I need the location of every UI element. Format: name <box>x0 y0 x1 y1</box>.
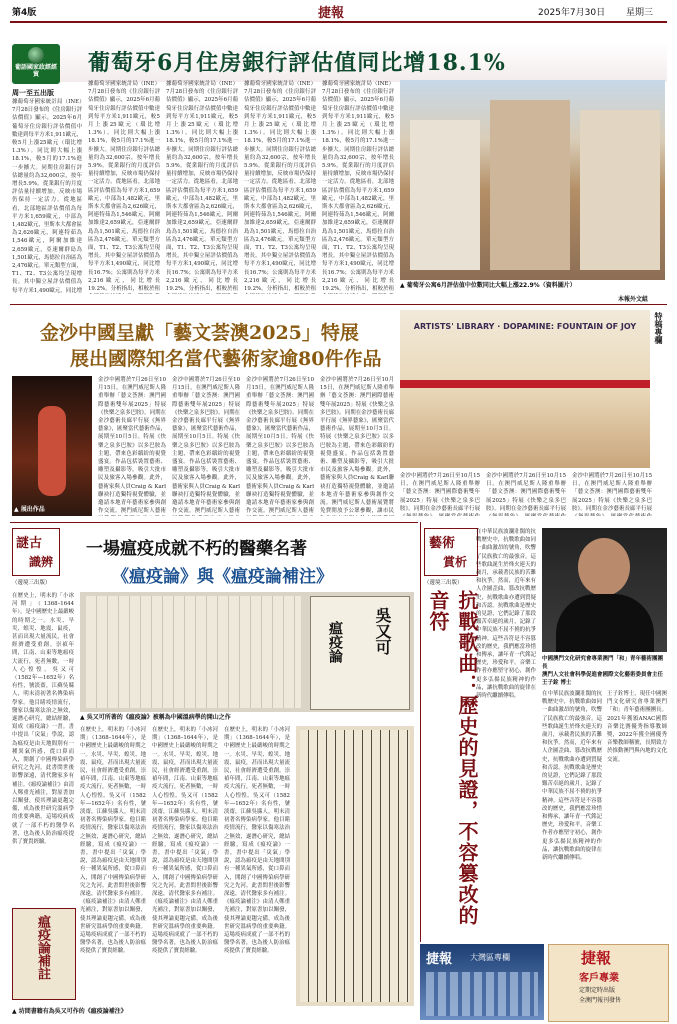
feature-vertical-tag: 特稿專欄 <box>654 312 664 344</box>
art-byline: （邊境三出版） <box>424 580 463 586</box>
feature-banner-text: ARTISTS' LIBRARY · DOPAMINE: FOUNTAIN OF JOY <box>413 322 637 331</box>
history-book-photo <box>80 592 414 712</box>
column-tag-text: 葡語國家政經經貿 <box>14 64 57 78</box>
history-column-tag <box>12 528 60 576</box>
section-rule-2 <box>10 522 418 523</box>
history-body-3: 在歷史上，明末的「小冰河期」（1368–1644年），是中國歷史上最嚴峻的時期之一。水災、旱災、蝗災、地震、鼠疫，甚而出現大量流民，社會經濟遭受重創。崇禎年間，江南、山東等地瘟疫大流行，死者無數，一時人心惶惶。吳又可（1582年—1652年）名有性，號淡齋，江蘇吳縣人，明末清初著名傳染病學家。他目睹疫情流行，醫家以傷寒法治之無效，遂潛心研究，總結經驗，寫成《瘟疫論》一書。書中提出「戾氣」學說，認為瘟疫是由天地間別有一種異氣所感，從口鼻而入，開創了中國傳染病學研究之先河。此書問世後影響深遠，清代醫家多有補注。《瘟疫論補注》由清人鄭重光補注，對原書加以闡發，使其理論更趨完備，成為後世研究溫病學的重要典籍。這場疫病成就了一部不朽的醫學名著，也為後人防治瘟疫提供了寶貴經驗。 <box>152 727 218 955</box>
art-body-3: 在中華民族波瀾壯闊的抗戰歷史中，抗戰歌曲如同一曲曲激昂的號角，吹響了民族救亡的最強音。這些歌曲誕生於烽火連天的歲月，承載著民族的苦難和抗爭。然而，近年來有人企圖歪曲、篡改抗戰歷史，抗戰歌曲亦遭到質疑和否認。抗戰歌曲是歷史的見證，它們記錄了那段艱苦卓絕的歲月，記錄了中華民族不屈不撓的抗爭精神。這些音符是不容篡改的歷史，我們應當珍惜和傳承，讓年青一代銘記歷史，珍愛和平。音樂工作者亦應堅守初心，創作更多弘揚民族精神的作品，讓抗戰歌曲的旋律在新時代繼續傳唱。 <box>542 691 602 862</box>
top-story-body-3: 據葡萄牙國家統計局（INE）7月28日發布的《住房銀行評估價值》顯示，2025年6月葡萄牙住房銀行評估價值中數達到每平方米1,911歐元，較5月上漲25歐元（環比增1.3%）。同比則大幅上漲18.1%，較5月的17.1%進一步擴大。同期住房銀行評估總量約為32,600宗，按年增長5.9%。從業銀行的月度評估量持續增加，反映市場仍保持一定活力。從地區看，北部地區評估價值為每平方米1,659歐元，中部為1,482歐元，里斯本大都會區為2,626歐元，阿連特茹為1,546歐元，阿爾加維達2,659歐元，亞速爾群島為1,501歐元，馬德拉自治區為2,476歐元。單元類型方面，T1、T2、T3公寓均呈現增長。其中獨立屋評估價值為每平方米1,490歐元，同比增長16.7%；公寓則為每平方米2,216歐元，同比增長19.2%。分析指出，相較於租 <box>166 81 238 293</box>
promo-left-subtitle: 大灣區專欄 <box>470 953 510 962</box>
art-vertical-headline: 抗戰歌曲：歷史的見證，不容篡改的音符 <box>426 590 479 926</box>
feature-body-6: 金沙中國將於7月26日至10月15日，在澳門威尼斯人隆重舉辦「藝文荟澳：澳門國際藝術雙年展2025」特展《快樂之泉多巴胺》。同期在金沙藝術長廊平行展 <box>486 473 566 512</box>
promo-right-line3: 全澳門報刊發售 <box>579 997 622 1004</box>
history-body-4: 在歷史上，明末的「小冰河期」（1368–1644年），是中國歷史上最嚴峻的時期之一。水災、旱災、蝗災、地震、鼠疫，甚而出現大量流民，社會經濟遭受重創。崇禎年間，江南、山東等地瘟疫大流行，死者無數，一時人心惶惶。吳又可（1582年—1652年）名有性，號淡齋，江蘇吳縣人，明末清初著名傳染病學家。他目睹疫情流行，醫家以傷寒法治之無效，遂潛心研究，總結經驗，寫成《瘟疫論》一書。書中提出「戾氣」學說，認為瘟疫是由天地間別有一種異氣所感，從口鼻而入，開創了中國傳染病學研究之先河。此書問世後影響深遠，清代醫家多有補注。《瘟疫論補注》由清人鄭重光補注，對原書加以闡發，使其理論更趨完備，成為後世研究溫病學的重要典籍。這場疫病成就了一部不朽的醫學名著，也為後人防治瘟疫提供了寶貴經驗。 <box>224 727 290 955</box>
promo-left-title: 捷報 <box>426 952 453 967</box>
history-headline-line2: 《瘟疫論》與《瘟疫論補注》 <box>112 567 333 587</box>
promo-left <box>420 944 544 1020</box>
promo-right-badge: 捷報 <box>581 949 612 967</box>
art-portrait-photo <box>542 528 667 652</box>
feature-photo-ribbon <box>400 310 650 468</box>
feature-body-5: 金沙中國將於7月26日至10月15日，在澳門威尼斯人隆重舉辦「藝文荟澳：澳門國際藝術雙年展2025」特展《快樂之泉多巴胺》。同期在金沙藝術長廊平行展 <box>400 473 480 512</box>
feature-body-4: 金沙中國將於7月26日至10月15日，在澳門威尼斯人隆重舉辦「藝文荟澳：澳門國際藝術雙年展2025」特展《快樂之泉多巴胺》。同期在金沙藝術長廊平行展《無界藝象》，匯聚當代藝術作品，展期至10月5日。特展《快樂之泉多巴胺》以多巴胺為主題，帶來色彩繽紛的視覺盛宴。作品包括裝置藝術、雕塑及攝影等，吸引大批市民及旅客入場參觀。此外，藝術家與人員Craig & Karl聯袂打造獨特視覺體驗，並邀請本地青年藝術家參與創作交流。澳門威尼斯人藝術展覽將免費開放予公眾參觀，讓市民 <box>320 377 394 515</box>
weekday: 星期三 <box>626 8 654 18</box>
history-byline: （邊境三出版） <box>12 580 51 586</box>
section-rule-1 <box>10 304 667 305</box>
feature-body-1: 金沙中國將於7月26日至10月15日，在澳門威尼斯人隆重舉辦「藝文荟澳：澳門國際藝術雙年展2025」特展《快樂之泉多巴胺》。同期在金沙藝術長廊平行展《無界藝象》，匯聚當代藝術作品，展期至10月5日。特展《快樂之泉多巴胺》以多巴胺為主題，帶來色彩繽紛的視覺盛宴。作品包括裝置藝術、雕塑及攝影等，吸引大批市民及旅客入場參觀。此外，藝術家與人員Craig & Karl聯袂打造獨特視覺體驗，並邀請本地青年藝術家參與創作交流。澳門威尼斯人藝術 <box>98 377 166 515</box>
top-story-column-tag <box>12 44 60 84</box>
art-column-tag <box>424 528 478 576</box>
promo-right-line1: 客戶專業 <box>579 973 619 984</box>
globe-icon <box>28 47 44 63</box>
art-tag-line1: 藝術 <box>429 536 456 551</box>
issue-date: 2025年7月30日 <box>538 8 606 18</box>
top-story-byline: 本報外文組 <box>618 296 649 303</box>
feature-body-7: 金沙中國將於7月26日至10月15日，在澳門威尼斯人隆重舉辦「藝文荟澳：澳門國際藝術雙年展2025」特展《快樂之泉多巴胺》。同期在金沙藝術長廊平行展 <box>572 473 652 512</box>
top-story-dateline: 周一至五出版 <box>12 89 54 97</box>
page-number: 第4版 <box>12 8 37 18</box>
top-story-photo-caption: ▲ 葡萄牙公寓6月評估值中位數同比大幅上漲22.9%（資料圖片） <box>400 282 576 289</box>
art-body-1: 在中華民族波瀾壯闊的抗戰歷史中，抗戰歌曲如同一曲曲激昂的號角，吹響了民族救亡的最強音。這些歌曲誕生於烽火連天的歲月，承載著民族的苦難和抗爭。然而，近年來有人企圖歪曲、篡改抗戰歷史，抗戰歌曲亦遭到質疑和否認。抗戰歌曲是歷史的見證，它們記錄了那段艱苦卓絕的歲月，記錄了中華民族不屈不撓的抗爭精神。這些音符是不容篡改的歷史，我們應當珍惜和傳承，讓年青一代銘記歷史，珍愛和平。音樂工作者亦應堅守初心，創作更多弘揚民族精神的作品，讓抗戰歌曲的旋律在新時代繼續傳唱。 <box>476 529 536 700</box>
feature-photo-caption: ▲ 展出作品 <box>14 506 45 513</box>
top-story-body-2: 據葡萄牙國家統計局（INE）7月28日發布的《住房銀行評估價值》顯示，2025年6月葡萄牙住房銀行評估價值中數達到每平方米1,911歐元，較5月上漲25歐元（環比增1.3%）。同比則大幅上漲18.1%，較5月的17.1%進一步擴大。同期住房銀行評估總量約為32,600宗，按年增長5.9%。從業銀行的月度評估量持續增加，反映市場仍保持一定活力。從地區看，北部地區評估價值為每平方米1,659歐元，中部為1,482歐元，里斯本大都會區為2,626歐元，阿連特茹為1,546歐元，阿爾加維達2,659歐元，亞速爾群島為1,501歐元，馬德拉自治區為2,476歐元。單元類型方面，T1、T2、T3公寓均呈現增長。其中獨立屋評估價值為每平方米1,490歐元，同比增長16.7%；公寓則為每平方米2,216歐元，同比增長19.2%。分析指出，相較於租 <box>88 81 160 293</box>
history-photo-caption: ▲ 吳又可所著的《瘟疫論》被稱為中國溫病學的開山之作 <box>80 714 231 721</box>
history-manuscript-photo <box>296 726 414 1006</box>
top-story-photo <box>400 80 665 280</box>
promo-right-line2: 定期定時出版 <box>579 987 616 994</box>
history-bottom-caption: ▲ 坊間書籍有為吳又可作的《瘟疫論補注》 <box>12 1008 127 1015</box>
feature-body-3: 金沙中國將於7月26日至10月15日，在澳門威尼斯人隆重舉辦「藝文荟澳：澳門國際藝術雙年展2025」特展《快樂之泉多巴胺》。同期在金沙藝術長廊平行展《無界藝象》，匯聚當代藝術作品，展期至10月5日。特展《快樂之泉多巴胺》以多巴胺為主題，帶來色彩繽紛的視覺盛宴。作品包括裝置藝術、雕塑及攝影等，吸引大批市民及旅客入場參觀。此外，藝術家與人員Craig & Karl聯袂打造獨特視覺體驗，並邀請本地青年藝術家參與創作交流。澳門威尼斯人藝術 <box>246 377 314 515</box>
history-tag-line2: 識辨 <box>29 555 54 569</box>
masthead-rule <box>10 21 667 23</box>
feature-photo-left <box>12 376 92 516</box>
top-story-body-4: 據葡萄牙國家統計局（INE）7月28日發布的《住房銀行評估價值》顯示，2025年6月葡萄牙住房銀行評估價值中數達到每平方米1,911歐元，較5月上漲25歐元（環比增1.3%）。同比則大幅上漲18.1%，較5月的17.1%進一步擴大。同期住房銀行評估總量約為32,600宗，按年增長5.9%。從業銀行的月度評估量持續增加，反映市場仍保持一定活力。從地區看，北部地區評估價值為每平方米1,659歐元，中部為1,482歐元，里斯本大都會區為2,626歐元，阿連特茹為1,546歐元，阿爾加維達2,659歐元，亞速爾群島為1,501歐元，馬德拉自治區為2,476歐元。單元類型方面，T1、T2、T3公寓均呈現增長。其中獨立屋評估價值為每平方米1,490歐元，同比增長16.7%；公寓則為每平方米2,216歐元，同比增長19.2%。分析指出，相較於租 <box>244 81 316 293</box>
promo-right <box>548 944 669 1022</box>
art-tag-line2: 賞析 <box>443 555 468 569</box>
book-title-right: 吳又可 <box>373 607 392 655</box>
art-portrait-caption: 中國澳門文化研究會專業澳門「和」青年藝術團團長 <box>542 656 664 670</box>
book-title-left: 瘟疫論 <box>327 621 343 663</box>
masthead <box>0 0 677 22</box>
history-body-1: 在歷史上，明末的「小冰河期」（1368–1644年），是中國歷史上最嚴峻的時期之一。水災、旱災、蝗災、地震、鼠疫，甚而出現大量流民，社會經濟遭受重創。崇禎年間，江南、山東等地瘟疫大流行，死者無數，一時人心惶惶。吳又可（1582年—1652年）名有性，號淡齋，江蘇吳縣人，明末清初著名傳染病學家。他目睹疫情流行，醫家以傷寒法治之無效，遂潛心研究，總結經驗，寫成《瘟疫論》一書。書中提出「戾氣」學說，認為瘟疫是由天地間別有一種異氣所感，從口鼻而入，開創了中國傳染病學研究之先河。此書問世後影響深遠，清代醫家多有補注。《瘟疫論補注》由清人鄭重光補注，對原書加以闡發，使其理論更趨完備，成為後世研究溫病學的重要典籍。這場疫病成就了一部不朽的醫學名著，也為後人防治瘟疫提供了寶貴經驗。 <box>12 593 74 846</box>
top-story-body-5: 據葡萄牙國家統計局（INE）7月28日發布的《住房銀行評估價值》顯示，2025年6月葡萄牙住房銀行評估價值中數達到每平方米1,911歐元，較5月上漲25歐元（環比增1.3%）。同比則大幅上漲18.1%，較5月的17.1%進一步擴大。同期住房銀行評估總量約為32,600宗，按年增長5.9%。從業銀行的月度評估量持續增加，反映市場仍保持一定活力。從地區看，北部地區評估價值為每平方米1,659歐元，中部為1,482歐元，里斯本大都會區為2,626歐元，阿連特茹為1,546歐元，阿爾加維達2,659歐元，亞速爾群島為1,501歐元，馬德拉自治區為2,476歐元。單元類型方面，T1、T2、T3公寓均呈現增長。其中獨立屋評估價值為每平方米1,490歐元，同比增長16.7%；公寓則為每平方米2,216歐元，同比增長19.2%。分析指出，相較於租 <box>322 81 394 293</box>
art-body-4: 王子銓博士，現任中國澳門文化研究會專業澳門「和」青年藝術團團長。2021年獲頒ANAC國際音樂比賽優秀指導教師獎，2022年獲全國優秀音樂教師稱號，長期致力於推動澳門與內地的文化交流。 <box>607 691 667 763</box>
history-tag-line1: 謎古 <box>16 536 43 551</box>
art-portrait-caption-2: 澳門人文社會科學促進會國際文化藝術委員會主任 王子銓 博士 <box>542 672 664 686</box>
history-body-2: 在歷史上，明末的「小冰河期」（1368–1644年），是中國歷史上最嚴峻的時期之一。水災、旱災、蝗災、地震、鼠疫，甚而出現大量流民，社會經濟遭受重創。崇禎年間，江南、山東等地瘟疫大流行，死者無數，一時人心惶惶。吳又可（1582年—1652年）名有性，號淡齋，江蘇吳縣人，明末清初著名傳染病學家。他目睹疫情流行，醫家以傷寒法治之無效，遂潛心研究，總結經驗，寫成《瘟疫論》一書。書中提出「戾氣」學說，認為瘟疫是由天地間別有一種異氣所感，從口鼻而入，開創了中國傳染病學研究之先河。此書問世後影響深遠，清代醫家多有補注。《瘟疫論補注》由清人鄭重光補注，對原書加以闡發，使其理論更趨完備，成為後世研究溫病學的重要典籍。這場疫病成就了一部不朽的醫學名著，也為後人防治瘟疫提供了寶貴經驗。 <box>80 727 146 955</box>
feature-headline-line2: 展出國際知名當代藝術家逾80件作品 <box>70 348 382 370</box>
paper-logo: 捷報 <box>318 6 345 21</box>
history-cover-photo <box>12 908 76 1000</box>
top-story-headline: 葡萄牙6月住房銀行評估值同比增18.1% <box>88 50 506 76</box>
section-rule-3 <box>420 522 421 942</box>
feature-body-2: 金沙中國將於7月26日至10月15日，在澳門威尼斯人隆重舉辦「藝文荟澳：澳門國際藝術雙年展2025」特展《快樂之泉多巴胺》。同期在金沙藝術長廊平行展《無界藝象》，匯聚當代藝術作品，展期至10月5日。特展《快樂之泉多巴胺》以多巴胺為主題，帶來色彩繽紛的視覺盛宴。作品包括裝置藝術、雕塑及攝影等，吸引大批市民及旅客入場參觀。此外，藝術家與人員Craig & Karl聯袂打造獨特視覺體驗，並邀請本地青年藝術家參與創作交流。澳門威尼斯人藝術 <box>172 377 240 515</box>
history-cover-title: 瘟疫論補註 <box>35 915 50 980</box>
top-story-body-1: 據葡萄牙國家統計局（INE）7月28日發布的《住房銀行評估價值》顯示，2025年6月葡萄牙住房銀行評估價值中數達到每平方米1,911歐元，較5月上漲25歐元（環比增1.3%）。同比則大幅上漲18.1%，較5月的17.1%進一步擴大。同期住房銀行評估總量約為32,600宗，按年增長5.9%。從業銀行的月度評估量持續增加，反映市場仍保持一定活力。從地區看，北部地區評估價值為每平方米1,659歐元，中部為1,482歐元，里斯本大都會區為2,626歐元，阿連特茹為1,546歐元，阿爾加維達2,659歐元，亞速爾群島為1,501歐元，馬德拉自治區為2,476歐元。單元類型方面，T1、T2、T3公寓均呈現增長。其中獨立屋評估價值為每平方米1,490歐元，同比增 <box>12 99 82 294</box>
history-headline-line1: 一場瘟疫成就不朽的醫藥名著 <box>86 539 307 559</box>
feature-headline-line1: 金沙中國呈獻「藝文荟澳2025」特展 <box>40 322 359 344</box>
